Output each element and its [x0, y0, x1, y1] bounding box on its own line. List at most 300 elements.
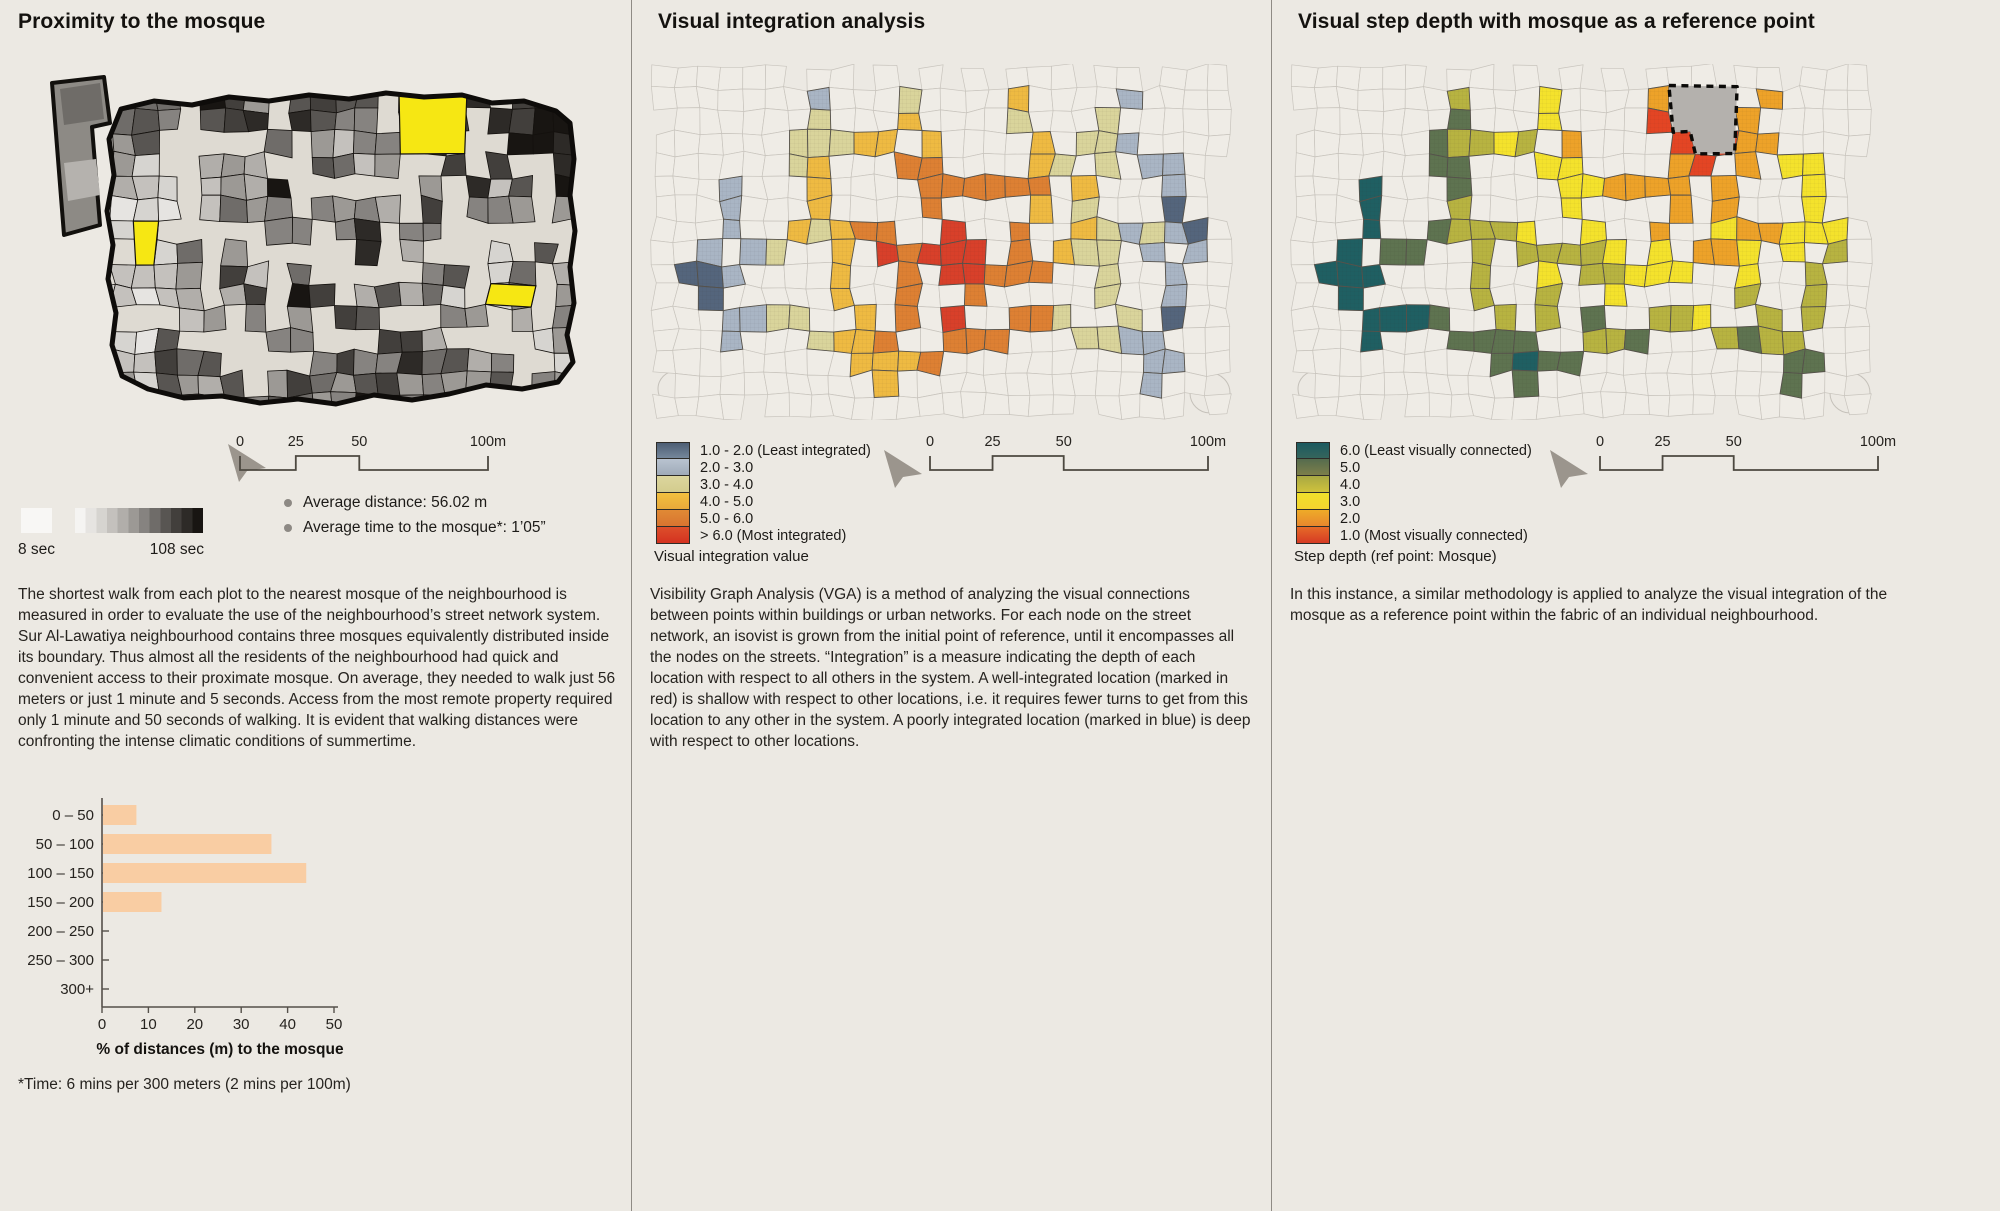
plot — [43, 283, 69, 310]
plot — [1338, 134, 1363, 156]
plot — [354, 373, 379, 395]
plot — [1711, 371, 1737, 396]
plot — [1761, 354, 1783, 373]
north-arrow-glyph — [884, 450, 922, 488]
plot — [829, 64, 854, 90]
plot — [353, 153, 375, 176]
plot — [651, 240, 675, 265]
plot — [1405, 65, 1426, 90]
plot — [575, 305, 600, 328]
plot — [353, 131, 376, 155]
plot — [1403, 221, 1428, 240]
plot — [1205, 326, 1230, 353]
plot — [376, 67, 399, 88]
plot — [510, 394, 535, 419]
plot — [1428, 109, 1451, 130]
plot — [829, 154, 854, 179]
plot — [722, 239, 741, 267]
panel-proximity-title: Proximity to the mosque — [18, 10, 266, 33]
plot — [1604, 306, 1627, 330]
stepdepth-legend-caption: Step depth (ref point: Mosque) — [1294, 548, 1497, 565]
plot — [922, 217, 942, 245]
legend-swatch — [656, 442, 690, 459]
plot — [941, 130, 965, 158]
scale-tick-label: 25 — [1654, 434, 1671, 450]
plot — [1668, 395, 1693, 417]
x-tick-label: 50 — [325, 1016, 343, 1033]
mosque-plot — [486, 284, 536, 307]
plot — [941, 110, 967, 132]
plot — [1756, 68, 1783, 92]
scale-bar-line — [1600, 456, 1878, 470]
plot — [964, 306, 987, 330]
gray-legend-ramp — [75, 508, 203, 533]
plot — [71, 330, 93, 352]
plot — [244, 174, 268, 200]
plot — [533, 132, 554, 154]
plot — [674, 66, 697, 88]
plot — [1313, 240, 1338, 265]
scale-tick-label: 25 — [287, 434, 304, 450]
plot — [675, 374, 700, 399]
plot — [1777, 133, 1803, 155]
plot — [1424, 87, 1451, 111]
plot — [852, 398, 875, 421]
plot — [1559, 65, 1583, 90]
plot — [831, 177, 851, 195]
plot — [1207, 239, 1232, 264]
plot — [1380, 221, 1407, 240]
legend-label: 2.0 — [1340, 510, 1361, 527]
plot — [1186, 284, 1210, 306]
plot — [1358, 110, 1384, 134]
plot — [43, 240, 68, 265]
plot — [872, 396, 899, 420]
plot — [1446, 288, 1474, 311]
plot — [66, 394, 94, 419]
plot — [673, 348, 701, 376]
plot — [575, 155, 599, 178]
x-tick-label: 40 — [279, 1016, 296, 1033]
plot — [1469, 64, 1494, 90]
plot — [765, 65, 786, 90]
legend-swatch — [1296, 527, 1330, 544]
plot — [1361, 349, 1385, 377]
plot — [1204, 394, 1231, 415]
plot — [1625, 89, 1649, 108]
plot — [90, 373, 115, 395]
plot — [292, 217, 312, 245]
plot — [1296, 130, 1315, 157]
plot — [574, 394, 601, 415]
plot — [23, 372, 46, 398]
plot — [673, 240, 698, 265]
plot — [135, 65, 156, 90]
plot — [1469, 87, 1496, 110]
plot — [941, 196, 965, 222]
scale-tick-label: 100m — [469, 434, 507, 450]
plot — [1826, 284, 1850, 306]
plot — [199, 64, 224, 90]
plot — [1428, 176, 1447, 201]
legend-label: 2.0 - 3.0 — [700, 459, 754, 476]
plot — [375, 195, 400, 223]
plot — [221, 154, 245, 177]
plot — [25, 176, 45, 197]
plot — [21, 86, 47, 110]
plot — [21, 240, 45, 265]
plot — [135, 393, 160, 417]
plot — [310, 65, 335, 91]
plot — [961, 392, 987, 418]
plot — [830, 195, 851, 221]
legend-swatch — [1296, 442, 1330, 459]
plot — [1624, 393, 1650, 415]
plot — [466, 175, 491, 198]
plot — [421, 64, 447, 90]
plot — [1823, 90, 1848, 110]
plot — [986, 306, 1010, 329]
plot — [1338, 310, 1363, 331]
plot — [1183, 328, 1206, 354]
plot — [491, 354, 513, 373]
legend-swatch — [656, 527, 690, 544]
plot — [1053, 223, 1071, 241]
legend-label: 3.0 - 4.0 — [700, 476, 754, 493]
plot — [267, 66, 292, 90]
plot — [1293, 350, 1316, 373]
plot — [963, 130, 984, 158]
plot — [651, 217, 677, 243]
plot — [942, 392, 963, 418]
plot — [1848, 109, 1871, 136]
plot — [1029, 86, 1054, 113]
plot — [1513, 86, 1540, 113]
plot — [740, 196, 768, 221]
plot — [1646, 67, 1669, 88]
plot — [1446, 262, 1473, 289]
distance-bar-chart — [6, 794, 406, 1074]
plot — [1207, 90, 1231, 110]
category-label: 200 – 250 — [27, 923, 94, 940]
plot — [310, 351, 337, 376]
plot — [245, 304, 266, 332]
plot — [1782, 307, 1803, 331]
plot — [655, 153, 675, 177]
plot — [696, 87, 718, 111]
plot — [1383, 65, 1406, 90]
plot — [1493, 90, 1516, 111]
scale-bar — [1588, 432, 1902, 480]
plot — [25, 153, 45, 177]
plot — [1429, 393, 1452, 417]
plot — [70, 348, 92, 377]
plot — [1645, 132, 1673, 154]
plot — [91, 349, 115, 377]
category-label: 100 – 150 — [27, 865, 94, 882]
plot — [1291, 217, 1317, 243]
plot — [1382, 151, 1405, 176]
integration-map — [650, 64, 1234, 420]
plot — [43, 306, 71, 330]
plot — [1735, 396, 1762, 420]
plot — [1669, 282, 1694, 305]
plot — [155, 349, 178, 375]
plot — [1847, 90, 1871, 110]
plot — [21, 306, 49, 331]
plot — [1425, 349, 1448, 375]
plot — [21, 217, 47, 243]
plot — [465, 304, 488, 327]
legend-swatch — [656, 493, 690, 510]
plot — [984, 219, 1011, 242]
plot — [24, 108, 48, 135]
legend-item — [1296, 459, 1532, 476]
plot — [1582, 392, 1603, 418]
plot — [354, 108, 378, 134]
plot — [578, 109, 601, 136]
plot — [154, 66, 178, 91]
plot — [1208, 109, 1231, 136]
plot — [69, 376, 91, 397]
plot — [574, 372, 601, 396]
plot — [355, 240, 381, 266]
plot — [1295, 176, 1315, 197]
plot — [1624, 373, 1649, 395]
plot — [532, 393, 555, 420]
plot — [1095, 396, 1122, 420]
integration-legend — [656, 442, 871, 544]
plot — [1845, 134, 1870, 156]
plot — [423, 223, 441, 241]
legend-swatch — [1296, 459, 1330, 476]
panel-stepdepth-title: Visual step depth with mosque as a reference point — [1298, 10, 1815, 33]
plot — [1121, 354, 1143, 373]
plot — [309, 284, 335, 308]
plot — [131, 265, 155, 288]
plot — [1845, 350, 1870, 377]
plot — [742, 151, 765, 176]
plot — [740, 221, 767, 240]
x-tick-label: 0 — [97, 1016, 107, 1033]
plot — [1029, 223, 1053, 241]
stat-label: Average time to the mosque*: 1’05” — [303, 519, 546, 536]
plot — [134, 352, 157, 373]
bar — [103, 892, 161, 912]
legend-item — [656, 476, 871, 493]
plot — [354, 349, 378, 375]
plot — [247, 196, 268, 222]
plot — [1315, 195, 1337, 223]
plot — [1071, 107, 1099, 132]
plot — [1362, 239, 1381, 267]
panel-divider — [631, 0, 632, 1211]
plot — [43, 329, 71, 351]
plot — [176, 262, 203, 289]
plot — [700, 348, 722, 377]
plot — [1005, 132, 1033, 154]
plot — [1207, 218, 1232, 240]
plot — [1052, 283, 1073, 305]
plot — [873, 86, 900, 113]
plot — [743, 65, 766, 90]
plot — [132, 130, 160, 155]
plot — [1425, 328, 1450, 352]
plot — [675, 195, 697, 223]
legend-item — [1296, 493, 1532, 510]
plot — [553, 393, 579, 416]
plot — [289, 88, 311, 113]
plot — [199, 154, 224, 179]
plot — [1116, 68, 1143, 92]
plot — [1185, 64, 1209, 90]
plot — [1470, 195, 1491, 221]
plot — [68, 310, 93, 331]
plot — [111, 395, 138, 421]
plot — [23, 394, 49, 418]
plot — [1693, 395, 1715, 415]
plot — [1424, 263, 1448, 289]
plot — [1340, 348, 1362, 377]
legend-item — [656, 493, 871, 510]
plot — [1027, 373, 1054, 395]
plot — [655, 176, 675, 197]
plot — [1052, 263, 1074, 286]
plot — [720, 373, 745, 395]
plot — [268, 179, 292, 199]
plot — [333, 153, 355, 178]
scale-tick-label: 100m — [1859, 434, 1897, 450]
plot — [875, 304, 896, 332]
plot — [1535, 217, 1563, 245]
legend-label: 5.0 - 6.0 — [700, 510, 754, 527]
plot — [1759, 394, 1780, 420]
plot — [1313, 153, 1339, 179]
mosque-plot — [133, 221, 158, 265]
plot — [177, 240, 203, 264]
plot — [399, 282, 424, 305]
plot — [985, 240, 1011, 266]
plot — [1006, 373, 1030, 396]
plot — [674, 130, 700, 157]
plot — [1207, 262, 1232, 287]
category-label: 300+ — [60, 981, 94, 998]
legend-swatch — [1296, 476, 1330, 493]
plot — [1803, 108, 1824, 135]
plot — [1205, 350, 1230, 377]
plot — [489, 394, 510, 420]
scale-tick-label: 0 — [925, 434, 935, 450]
plot — [530, 67, 558, 90]
bar — [103, 834, 271, 854]
plot — [1646, 373, 1670, 396]
plot — [575, 176, 600, 198]
plot — [512, 307, 533, 331]
plot — [1471, 177, 1491, 195]
plot — [221, 239, 248, 267]
plot — [984, 373, 1009, 395]
plot — [806, 262, 833, 289]
plot — [464, 65, 487, 89]
plot — [1512, 396, 1539, 420]
scale-tick-label: 0 — [1595, 434, 1605, 450]
plot — [158, 176, 177, 201]
plot — [656, 130, 675, 157]
scale-bar — [918, 432, 1232, 480]
plot — [577, 285, 599, 308]
legend-swatch — [1296, 510, 1330, 527]
plot — [788, 176, 807, 201]
legend-swatch — [656, 459, 690, 476]
plot — [553, 90, 578, 110]
plot — [985, 89, 1009, 108]
plot — [577, 64, 598, 90]
x-tick-label: 20 — [186, 1016, 204, 1033]
plot — [1139, 108, 1165, 135]
plot — [43, 348, 71, 376]
plot — [1470, 108, 1495, 132]
plot — [23, 329, 49, 351]
plot — [575, 134, 600, 156]
plot — [1626, 306, 1650, 329]
plot — [1491, 154, 1515, 177]
plot — [1825, 64, 1849, 90]
plot — [853, 90, 876, 111]
plot — [784, 263, 808, 289]
plot — [422, 283, 443, 305]
plot — [1648, 329, 1672, 354]
plot — [696, 394, 724, 419]
plot — [1449, 308, 1474, 332]
plot — [21, 65, 48, 88]
plot — [335, 219, 356, 240]
plot — [874, 174, 898, 200]
plot — [509, 196, 535, 223]
plot — [375, 154, 401, 179]
plot — [266, 328, 291, 353]
plot — [26, 130, 45, 157]
plot — [154, 87, 181, 111]
plot — [1624, 108, 1648, 134]
legend-item — [1296, 510, 1532, 527]
plot — [1847, 64, 1868, 90]
plot — [1823, 132, 1849, 156]
plot — [443, 396, 469, 415]
scale-tick-label: 100m — [1189, 434, 1227, 450]
plot — [1207, 64, 1228, 90]
plot — [1645, 154, 1671, 179]
plot — [1335, 219, 1363, 240]
plot — [1006, 67, 1029, 88]
legend-item — [1296, 527, 1532, 544]
plot — [1139, 261, 1166, 285]
plot — [1291, 240, 1315, 265]
plot — [1601, 392, 1627, 418]
plot — [110, 196, 138, 221]
plot — [465, 396, 492, 420]
plot — [533, 108, 554, 135]
scale-tick-label: 0 — [235, 434, 245, 450]
plot — [45, 374, 70, 399]
plot — [1844, 394, 1871, 415]
plot — [1295, 153, 1315, 177]
plot — [983, 153, 1005, 176]
plot — [1623, 153, 1645, 176]
plot — [1119, 394, 1140, 420]
plot — [311, 130, 335, 158]
north-arrow-icon — [1542, 444, 1594, 496]
plot — [699, 376, 721, 397]
